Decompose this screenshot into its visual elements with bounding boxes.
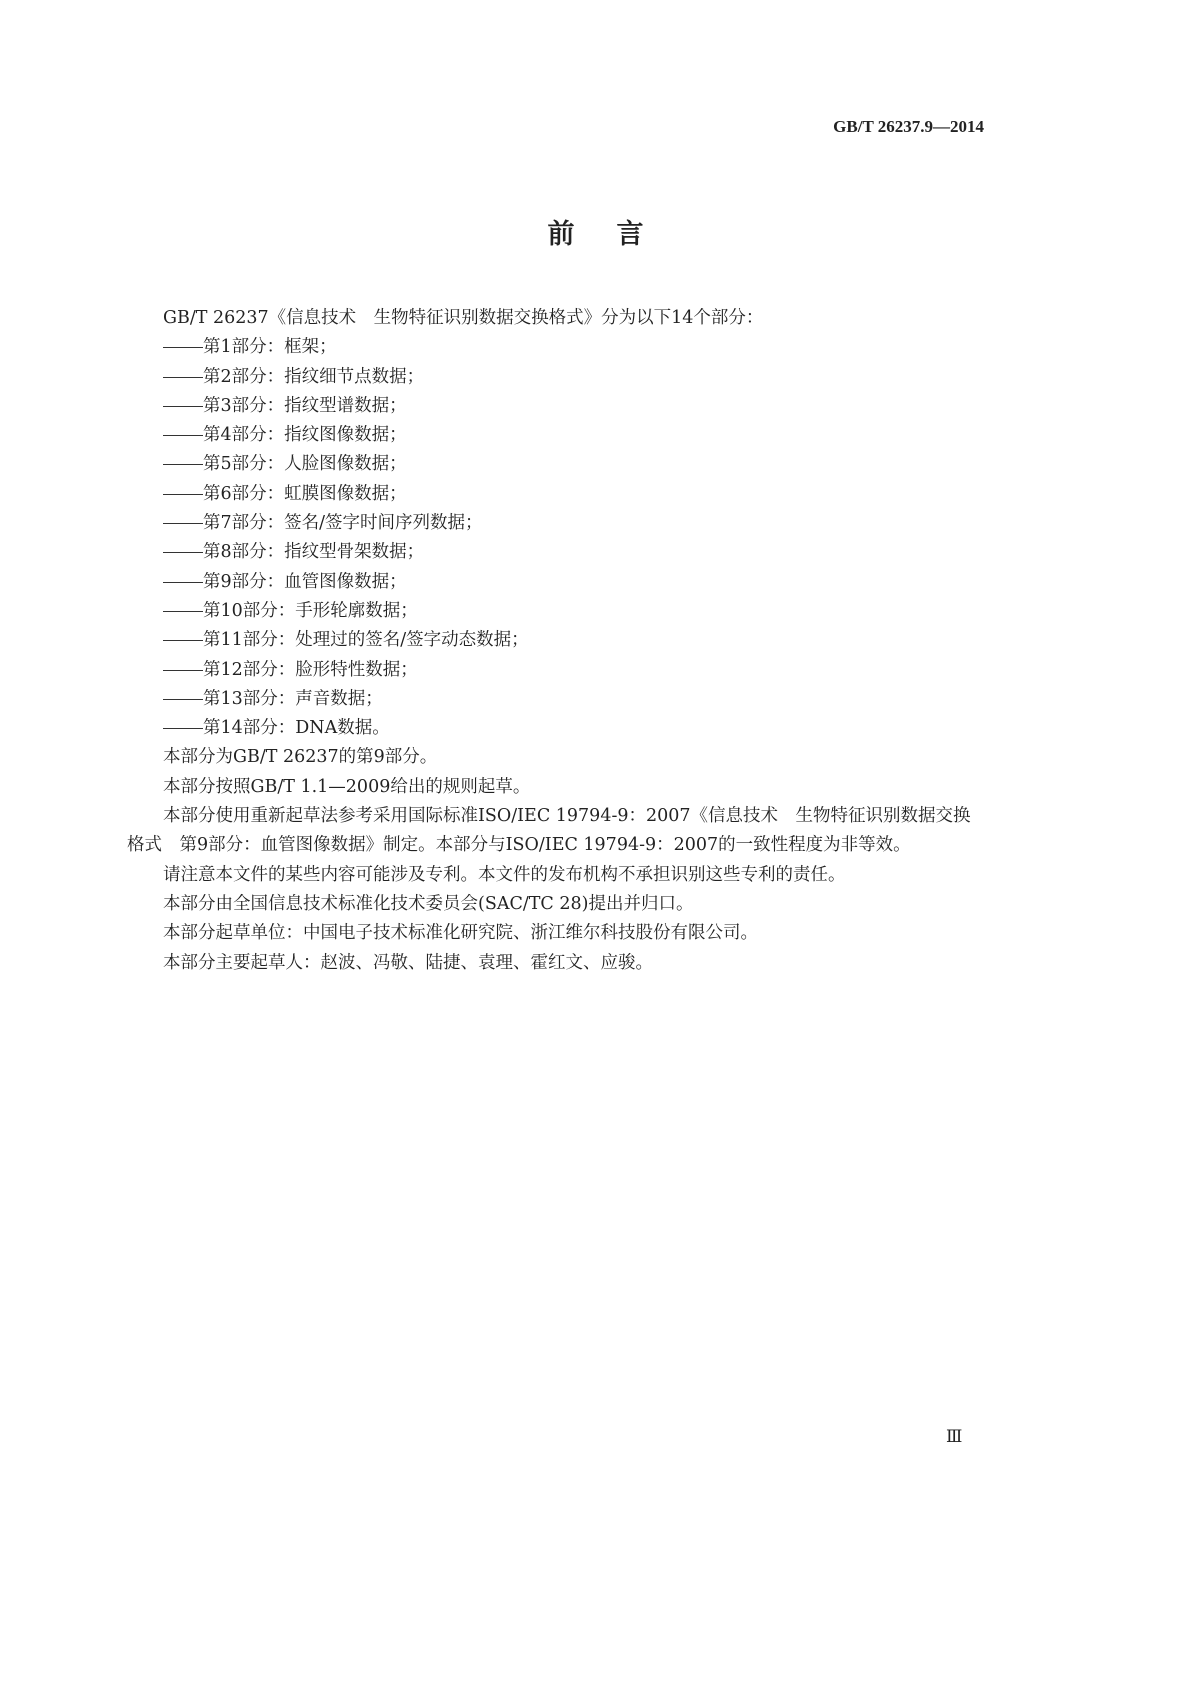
list-item bbox=[127, 480, 987, 509]
list-item-text: 第5部分：人脸图像数据； bbox=[203, 454, 407, 475]
list-item-text: 第2部分：指纹细节点数据； bbox=[203, 366, 425, 387]
list-item bbox=[127, 392, 987, 421]
document-body bbox=[127, 304, 987, 978]
dash-marker bbox=[163, 552, 203, 553]
list-item bbox=[127, 450, 987, 479]
intro-paragraph: GB/T 26237《信息技术 生物特征识别数据交换格式》分为以下14个部分： bbox=[163, 308, 764, 328]
paragraph: 请注意本文件的某些内容可能涉及专利。本文件的发布机构不承担识别这些专利的责任。 bbox=[163, 864, 846, 885]
list-item-text: 第1部分：框架； bbox=[203, 337, 337, 358]
dash-marker bbox=[163, 582, 203, 583]
list-item bbox=[127, 421, 987, 450]
paragraphs bbox=[127, 743, 987, 977]
list-item bbox=[127, 685, 987, 714]
dash-marker bbox=[163, 670, 203, 671]
list-item-text: 第10部分：手形轮廓数据； bbox=[203, 600, 418, 621]
list-item bbox=[127, 656, 987, 685]
list-item-text: 第4部分：指纹图像数据； bbox=[203, 425, 407, 446]
page-title: 前言 bbox=[547, 219, 686, 250]
paragraph: 本部分按照GB/T 1.1—2009给出的规则起草。 bbox=[163, 776, 531, 797]
list-item-text: 第13部分：声音数据； bbox=[203, 688, 383, 709]
list-item bbox=[127, 363, 987, 392]
dash-marker bbox=[163, 435, 203, 436]
parts-list bbox=[127, 333, 987, 743]
standard-code-header: GB/T 26237.9—2014 bbox=[833, 117, 984, 136]
list-item-text: 第3部分：指纹型谱数据； bbox=[203, 395, 407, 416]
list-item bbox=[127, 509, 987, 538]
list-item-text: 第6部分：虹膜图像数据； bbox=[203, 483, 407, 504]
list-item bbox=[127, 333, 987, 362]
list-item-text: 第14部分：DNA数据。 bbox=[203, 718, 390, 739]
dash-marker bbox=[163, 611, 203, 612]
dash-marker bbox=[163, 494, 203, 495]
paragraph: 本部分由全国信息技术标准化技术委员会(SAC/TC 28)提出并归口。 bbox=[163, 893, 694, 914]
dash-marker bbox=[163, 523, 203, 524]
dash-marker bbox=[163, 377, 203, 378]
list-item-text: 第12部分：脸形特性数据； bbox=[203, 659, 418, 680]
page-number: Ⅲ bbox=[946, 1427, 963, 1447]
paragraph: 本部分主要起草人：赵波、冯敬、陆捷、袁理、霍红文、应骏。 bbox=[163, 952, 653, 973]
list-item bbox=[127, 568, 987, 597]
paragraph: 本部分为GB/T 26237的第9部分。 bbox=[163, 747, 438, 768]
list-item-text: 第9部分：血管图像数据； bbox=[203, 571, 407, 592]
list-item-text: 第8部分：指纹型骨架数据； bbox=[203, 542, 425, 563]
dash-marker bbox=[163, 406, 203, 407]
dash-marker bbox=[163, 347, 203, 348]
paragraph: 本部分起草单位：中国电子技术标准化研究院、浙江维尔科技股份有限公司。 bbox=[163, 923, 758, 944]
dash-marker bbox=[163, 640, 203, 641]
paragraph: 本部分使用重新起草法参考采用国际标准ISO/IEC 19794-9：2007《信息技术 生物特征识别数据交换格式 第9部分：血管图像数据》制定。本部分与ISO/IEC 19794-9：2007的一致性程度为非等效。 bbox=[127, 806, 971, 856]
list-item bbox=[127, 714, 987, 743]
list-item bbox=[127, 597, 987, 626]
list-item-text: 第7部分：签名/签字时间序列数据； bbox=[203, 513, 483, 534]
dash-marker bbox=[163, 728, 203, 729]
list-item bbox=[127, 626, 987, 655]
list-item bbox=[127, 538, 987, 567]
dash-marker bbox=[163, 464, 203, 465]
list-item-text: 第11部分：处理过的签名/签字动态数据； bbox=[203, 630, 529, 651]
dash-marker bbox=[163, 699, 203, 700]
